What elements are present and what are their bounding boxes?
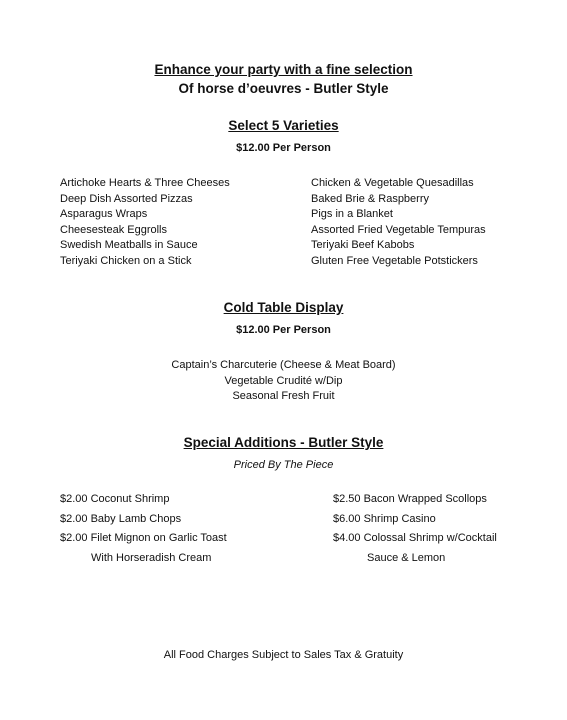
varieties-left-list [60, 176, 230, 270]
special-left-list [60, 490, 227, 568]
list-item: Asparagus Wraps [60, 208, 148, 221]
list-item: Teriyaki Beef Kabobs [311, 239, 415, 252]
list-item: $2.00 Filet Mignon on Garlic Toast [60, 532, 227, 545]
header-line-1: Enhance your party with a fine selection [154, 62, 413, 77]
list-item: Vegetable Crudité w/Dip [224, 374, 343, 387]
special-subtitle: Priced By The Piece [233, 459, 334, 471]
list-item: Assorted Fried Vegetable Tempuras [311, 223, 486, 236]
cold-table-title: Cold Table Display [223, 300, 344, 315]
list-item: Deep Dish Assorted Pizzas [60, 192, 193, 205]
list-item: Chicken & Vegetable Quesadillas [311, 177, 474, 189]
cold-table-price: $12.00 Per Person [236, 324, 331, 336]
list-item: Gluten Free Vegetable Potstickers [311, 254, 478, 267]
header-line-2: Of horse d’oeuvres - Butler Style [178, 81, 389, 96]
list-item: Artichoke Hearts & Three Cheeses [60, 177, 230, 189]
special-title: Special Additions - Butler Style [183, 435, 384, 450]
list-item: Captain’s Charcuterie (Cheese & Meat Board) [171, 359, 396, 371]
footer-note: All Food Charges Subject to Sales Tax & Gratuity [163, 649, 404, 661]
list-item: Baked Brie & Raspberry [311, 192, 429, 205]
varieties-title: Select 5 Varieties [228, 118, 339, 133]
list-item: $2.50 Bacon Wrapped Scollops [333, 493, 487, 505]
list-item: Pigs in a Blanket [311, 208, 393, 221]
list-item: Cheesesteak Eggrolls [60, 223, 168, 236]
cold-table-list [0, 358, 567, 405]
list-item: Seasonal Fresh Fruit [232, 390, 335, 403]
list-item: Sauce & Lemon [367, 551, 446, 564]
varieties-right-list [311, 176, 486, 270]
list-item: $4.00 Colossal Shrimp w/Cocktail [333, 532, 497, 545]
varieties-price: $12.00 Per Person [236, 142, 331, 154]
list-item: With Horseradish Cream [91, 551, 212, 564]
special-right-list [333, 490, 497, 568]
list-item: Swedish Meatballs in Sauce [60, 239, 198, 252]
list-item: Teriyaki Chicken on a Stick [60, 254, 192, 267]
list-item: $2.00 Baby Lamb Chops [60, 512, 182, 525]
list-item: $6.00 Shrimp Casino [333, 512, 436, 525]
list-item: $2.00 Coconut Shrimp [60, 493, 170, 505]
